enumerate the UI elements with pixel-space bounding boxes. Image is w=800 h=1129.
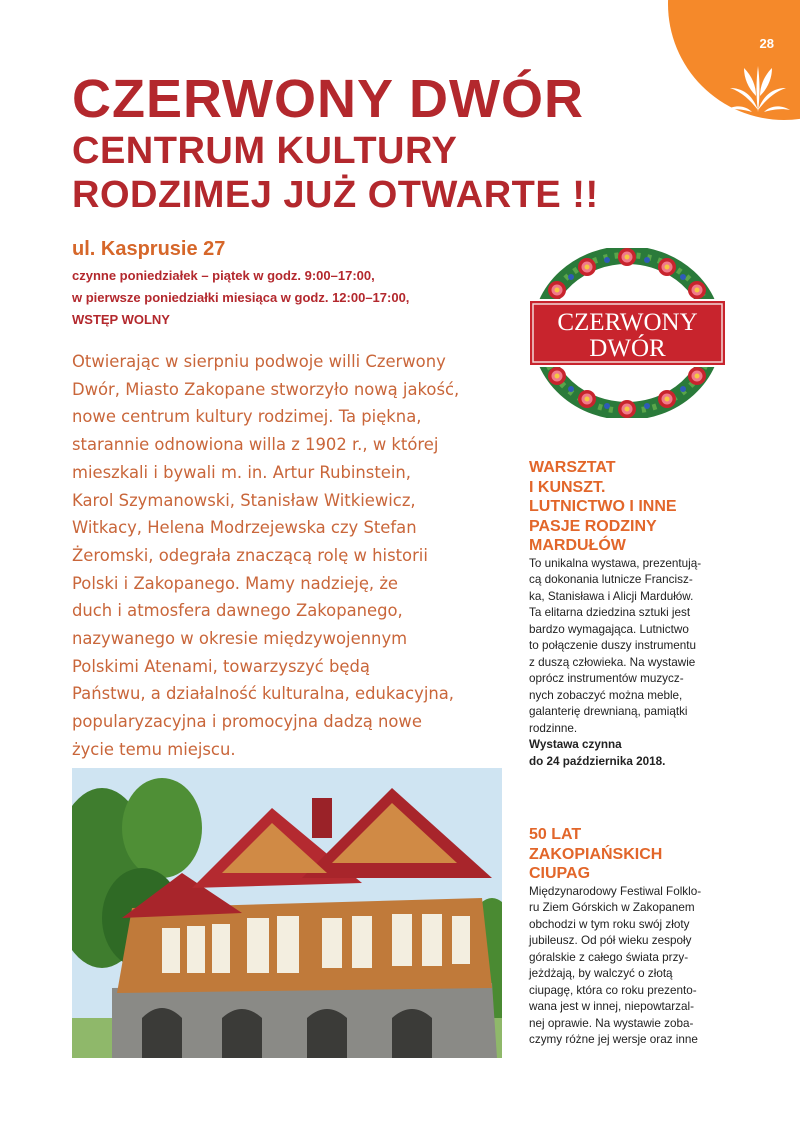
body-line: góralskie z całego świata przy- bbox=[529, 950, 689, 964]
body-line: Ta elitarna dziedzina sztuki jest bbox=[529, 606, 691, 619]
body-line: ka, Stanisława i Alicji Mardułów. bbox=[529, 589, 694, 603]
heading-line: WARSZTAT bbox=[529, 459, 616, 476]
entry-info: WSTĘP WOLNY bbox=[72, 312, 170, 327]
wheat-icon bbox=[722, 52, 794, 116]
section-body bbox=[529, 556, 729, 771]
body-line: obchodzi w tym roku swój złoty bbox=[529, 917, 690, 931]
body-line: z duszą człowieka. Na wystawie bbox=[529, 655, 696, 669]
intro-line: starannie odnowiona willa z 1902 r., w której bbox=[72, 435, 439, 455]
heading-line: LUTNICTWO I INNE bbox=[529, 498, 677, 515]
exhibition-dates: Wystawa czynna bbox=[529, 738, 622, 751]
intro-line: popularyzacyjna i promocyjna dadzą nowe bbox=[72, 712, 422, 732]
heading-line: ZAKOPIAŃSKICH bbox=[529, 845, 663, 863]
intro-line: duch i atmosfera dawnego Zakopanego, bbox=[72, 601, 403, 621]
heading-line: MARDUŁÓW bbox=[529, 537, 626, 554]
body-line: rodzinne. bbox=[529, 721, 578, 735]
heading-line: I KUNSZT. bbox=[529, 478, 606, 496]
body-line: nej oprawie. Na wystawie zoba- bbox=[529, 1016, 694, 1030]
opening-hours bbox=[72, 265, 409, 331]
page-number: 28 bbox=[759, 36, 774, 51]
hours-line-1: czynne poniedziałek – piątek w godz. 9:00–17:00, bbox=[72, 268, 375, 283]
title-line-2: CENTRUM KULTURY bbox=[72, 130, 458, 172]
intro-line: Żeromski, odegrała znaczącą rolę w historii bbox=[72, 545, 428, 565]
body-line: cą dokonania lutnicze Francisz- bbox=[529, 573, 693, 586]
section-heading bbox=[529, 825, 729, 884]
heading-line: CIUPAG bbox=[529, 865, 591, 882]
intro-line: Karol Szymanowski, Stanisław Witkiewicz, bbox=[72, 490, 416, 510]
intro-line: życie temu miejscu. bbox=[72, 739, 236, 759]
body-line: nych zobaczyć można meble, bbox=[529, 688, 683, 702]
body-line: jubileusz. Od pół wieku zespoły bbox=[529, 934, 692, 947]
title-line-1: CZERWONY DWÓR bbox=[72, 69, 584, 129]
intro-line: Państwu, a działalność kulturalna, edukacyjna, bbox=[72, 684, 455, 704]
heading-line: 50 LAT bbox=[529, 826, 582, 843]
body-line: ciupagę, która co roku prezento- bbox=[529, 983, 697, 997]
body-line: to połączenie duszy instrumentu bbox=[529, 639, 696, 652]
intro-line: Witkacy, Helena Modrzejewska czy Stefan bbox=[72, 518, 417, 538]
intro-line: Otwierając w sierpniu podwoje willi Czerwony bbox=[72, 352, 446, 371]
exhibition-dates: do 24 października 2018. bbox=[529, 754, 666, 768]
body-line: To unikalna wystawa, prezentują- bbox=[529, 556, 702, 570]
intro-line: Dwór, Miasto Zakopane stworzyło nową jakość, bbox=[72, 379, 460, 399]
czerwony-dwor-logo bbox=[525, 248, 730, 418]
page-title bbox=[72, 69, 599, 216]
section-heading bbox=[529, 458, 729, 556]
body-line: galanterię drewnianą, pamiątki bbox=[529, 705, 688, 718]
hours-line-2: w pierwsze poniedziałki miesiąca w godz. 12:00–17:00, bbox=[72, 290, 410, 305]
body-line: ru Ziem Górskich w Zakopanem bbox=[529, 901, 695, 914]
title-line-3: RODZIMEJ JUŻ OTWARTE !! bbox=[72, 174, 599, 216]
intro-line: nowe centrum kultury rodzimej. Ta piękna, bbox=[72, 407, 422, 427]
address: ul. Kasprusie 27 bbox=[72, 238, 226, 260]
heading-line: PASJE RODZINY bbox=[529, 517, 657, 535]
villa-photo bbox=[72, 768, 502, 1058]
body-line: czymy różne jej wersje oraz inne bbox=[529, 1033, 698, 1046]
logo-word-1: CZERWONY bbox=[557, 309, 698, 336]
body-line: oprócz instrumentów muzycz- bbox=[529, 672, 684, 685]
intro-line: mieszkali i bywali m. in. Artur Rubinstein, bbox=[72, 462, 412, 482]
intro-line: nazywanego w okresie międzywojennym bbox=[72, 629, 408, 649]
body-line: wana jest w innej, niepowtarzal- bbox=[529, 1000, 695, 1013]
body-line: jeżdżają, by walczyć o złotą bbox=[529, 967, 673, 980]
sidebar-section-ciupagi bbox=[529, 825, 729, 1049]
section-body bbox=[529, 884, 729, 1049]
body-line: bardzo wymagająca. Lutnictwo bbox=[529, 622, 689, 636]
intro-line: Polski i Zakopanego. Mamy nadzieję, że bbox=[72, 573, 399, 593]
logo-word-2: DWÓR bbox=[589, 335, 666, 362]
body-line: Międzynarodowy Festiwal Folklo- bbox=[529, 884, 702, 898]
intro-paragraph bbox=[72, 348, 512, 764]
intro-line: Polskimi Atenami, towarzyszyć będą bbox=[72, 656, 370, 676]
sidebar-section-exhibition bbox=[529, 458, 729, 770]
